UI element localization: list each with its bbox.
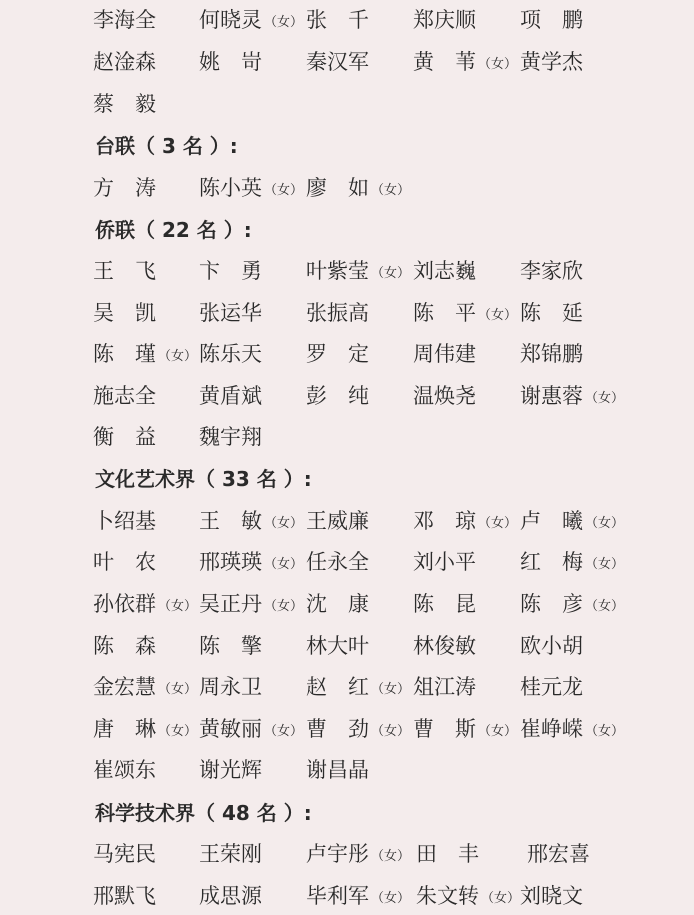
member-name-text: 张运华 bbox=[199, 301, 262, 325]
member-name-text: 邢默飞 bbox=[93, 884, 156, 908]
member-name-text: 叶紫莹 bbox=[306, 259, 369, 283]
member-name bbox=[520, 46, 583, 78]
name-row bbox=[0, 172, 694, 204]
name-row bbox=[0, 671, 694, 703]
member-name-text: 吴 凯 bbox=[93, 301, 156, 325]
member-name-text: 廖 如 bbox=[306, 176, 369, 200]
member-name-text: 陈小英 bbox=[199, 176, 262, 200]
section-heading: 侨联（ 22 名 ）: bbox=[95, 218, 252, 242]
member-name-text: 红 梅 bbox=[520, 550, 583, 574]
member-name bbox=[413, 546, 476, 578]
name-row bbox=[0, 338, 694, 370]
female-mark: （女） bbox=[264, 15, 304, 30]
member-name-text: 谢惠蓉 bbox=[520, 384, 583, 408]
member-name bbox=[413, 588, 476, 620]
female-mark: （女） bbox=[585, 724, 625, 739]
member-name bbox=[199, 838, 262, 870]
member-name-text: 谢光辉 bbox=[199, 758, 262, 782]
member-name-text: 叶 农 bbox=[93, 550, 156, 574]
member-name bbox=[520, 297, 583, 329]
member-name bbox=[306, 172, 410, 204]
member-name-text: 魏宇翔 bbox=[199, 425, 262, 449]
member-name bbox=[520, 546, 624, 578]
member-name-text: 卢宇彤 bbox=[306, 842, 369, 866]
member-name bbox=[413, 671, 476, 703]
member-name-text: 陈 延 bbox=[520, 301, 583, 325]
member-name-text: 孙依群 bbox=[93, 592, 156, 616]
member-name bbox=[93, 754, 156, 786]
member-name-text: 任永全 bbox=[306, 550, 369, 574]
name-row bbox=[0, 46, 694, 78]
member-name bbox=[93, 671, 197, 703]
female-mark: （女） bbox=[264, 516, 304, 531]
member-name-text: 陈 瑾 bbox=[93, 342, 156, 366]
member-name-text: 施志全 bbox=[93, 384, 156, 408]
member-name-text: 郑锦鹏 bbox=[520, 342, 583, 366]
name-row bbox=[0, 754, 694, 786]
member-name bbox=[199, 754, 262, 786]
member-name bbox=[520, 630, 583, 662]
female-mark: （女） bbox=[371, 849, 411, 864]
member-name-text: 李海全 bbox=[93, 8, 156, 32]
member-name bbox=[306, 630, 369, 662]
member-name bbox=[199, 421, 262, 453]
member-name-text: 唐 琳 bbox=[93, 717, 156, 741]
member-name-text: 黄盾斌 bbox=[199, 384, 262, 408]
member-name bbox=[520, 4, 583, 36]
name-row bbox=[0, 546, 694, 578]
name-row bbox=[0, 421, 694, 453]
member-name-text: 郑庆顺 bbox=[413, 8, 476, 32]
female-mark: （女） bbox=[264, 724, 304, 739]
member-name-text: 崔峥嵘 bbox=[520, 717, 583, 741]
member-name bbox=[413, 713, 517, 745]
member-name bbox=[93, 588, 197, 620]
member-name bbox=[199, 46, 262, 78]
member-name-text: 罗 定 bbox=[306, 342, 369, 366]
member-name-text: 蔡 毅 bbox=[93, 92, 156, 116]
member-name-text: 张振高 bbox=[306, 301, 369, 325]
member-name bbox=[520, 713, 624, 745]
member-name bbox=[306, 4, 369, 36]
member-name bbox=[413, 380, 476, 412]
member-name bbox=[199, 546, 303, 578]
member-name-text: 周伟建 bbox=[413, 342, 476, 366]
member-name-text: 黄 苇 bbox=[413, 50, 476, 74]
female-mark: （女） bbox=[371, 891, 411, 906]
female-mark: （女） bbox=[158, 724, 198, 739]
member-name bbox=[93, 380, 156, 412]
member-name-text: 张 千 bbox=[306, 8, 369, 32]
female-mark: （女） bbox=[371, 183, 411, 198]
female-mark: （女） bbox=[585, 557, 625, 572]
female-mark: （女） bbox=[158, 599, 198, 614]
name-row bbox=[0, 713, 694, 745]
member-name-text: 卜绍基 bbox=[93, 509, 156, 533]
member-name bbox=[93, 630, 156, 662]
member-name bbox=[306, 338, 369, 370]
female-mark: （女） bbox=[585, 516, 625, 531]
female-mark: （女） bbox=[158, 682, 198, 697]
member-name-text: 赵淦森 bbox=[93, 50, 156, 74]
member-name bbox=[199, 255, 262, 287]
member-name-text: 邢瑛瑛 bbox=[199, 550, 262, 574]
member-name bbox=[93, 838, 156, 870]
member-name-text: 李家欣 bbox=[520, 259, 583, 283]
member-name bbox=[306, 588, 369, 620]
member-name-text: 崔颂东 bbox=[93, 758, 156, 782]
section-heading: 文化艺术界（ 33 名 ）: bbox=[95, 467, 312, 491]
member-name bbox=[306, 46, 369, 78]
member-name-text: 邢宏喜 bbox=[527, 842, 590, 866]
member-name-text: 陈 擎 bbox=[199, 634, 262, 658]
member-name bbox=[306, 380, 369, 412]
member-name bbox=[199, 338, 262, 370]
member-name bbox=[93, 338, 197, 370]
member-name-text: 王 敏 bbox=[199, 509, 262, 533]
member-name bbox=[199, 4, 303, 36]
member-name bbox=[93, 421, 156, 453]
member-name-text: 刘晓文 bbox=[520, 884, 583, 908]
member-name-text: 曹 劲 bbox=[306, 717, 369, 741]
member-name bbox=[520, 380, 624, 412]
member-name-text: 金宏慧 bbox=[93, 675, 156, 699]
member-name-text: 林俊敏 bbox=[413, 634, 476, 658]
member-name-text: 黄学杰 bbox=[520, 50, 583, 74]
member-name-text: 毕利军 bbox=[306, 884, 369, 908]
female-mark: （女） bbox=[478, 516, 518, 531]
member-name-text: 欧小胡 bbox=[520, 634, 583, 658]
member-name-text: 吴正丹 bbox=[199, 592, 262, 616]
member-name bbox=[93, 255, 156, 287]
female-mark: （女） bbox=[371, 266, 411, 281]
member-name-text: 周永卫 bbox=[199, 675, 262, 699]
member-name bbox=[306, 297, 369, 329]
member-name bbox=[413, 505, 517, 537]
member-name bbox=[416, 880, 520, 912]
member-name-text: 成思源 bbox=[199, 884, 262, 908]
name-row bbox=[0, 880, 694, 912]
member-name-text: 方 涛 bbox=[93, 176, 156, 200]
female-mark: （女） bbox=[264, 557, 304, 572]
member-name-text: 陈 森 bbox=[93, 634, 156, 658]
member-name bbox=[93, 297, 156, 329]
member-name-text: 赵 红 bbox=[306, 675, 369, 699]
member-name bbox=[306, 671, 410, 703]
member-name bbox=[306, 754, 369, 786]
female-mark: （女） bbox=[478, 308, 518, 323]
member-name-text: 谢昌晶 bbox=[306, 758, 369, 782]
member-name bbox=[416, 838, 479, 870]
name-row bbox=[0, 630, 694, 662]
member-name-text: 王 飞 bbox=[93, 259, 156, 283]
member-name-text: 俎江涛 bbox=[413, 675, 476, 699]
female-mark: （女） bbox=[158, 349, 198, 364]
member-name bbox=[93, 505, 156, 537]
member-name bbox=[93, 88, 156, 120]
member-name bbox=[306, 546, 369, 578]
member-name bbox=[199, 505, 303, 537]
member-name-text: 曹 斯 bbox=[413, 717, 476, 741]
member-name bbox=[306, 255, 410, 287]
member-name bbox=[93, 713, 197, 745]
member-name-text: 刘小平 bbox=[413, 550, 476, 574]
member-name bbox=[199, 588, 303, 620]
member-name bbox=[413, 255, 476, 287]
member-name bbox=[93, 172, 156, 204]
member-name-text: 项 鹏 bbox=[520, 8, 583, 32]
name-row bbox=[0, 380, 694, 412]
member-name-text: 衡 益 bbox=[93, 425, 156, 449]
female-mark: （女） bbox=[264, 183, 304, 198]
member-name bbox=[413, 4, 476, 36]
member-name-text: 卞 勇 bbox=[199, 259, 262, 283]
member-name bbox=[520, 880, 583, 912]
member-name-text: 田 丰 bbox=[416, 842, 479, 866]
member-name-text: 姚 岢 bbox=[199, 50, 262, 74]
member-name bbox=[413, 46, 517, 78]
member-name-text: 黄敏丽 bbox=[199, 717, 262, 741]
member-name-text: 邓 琼 bbox=[413, 509, 476, 533]
member-name bbox=[199, 630, 262, 662]
name-row bbox=[0, 255, 694, 287]
female-mark: （女） bbox=[585, 391, 625, 406]
female-mark: （女） bbox=[264, 599, 304, 614]
member-name-text: 陈 彦 bbox=[520, 592, 583, 616]
member-name bbox=[520, 671, 583, 703]
name-row bbox=[0, 4, 694, 36]
member-name bbox=[527, 838, 590, 870]
member-name bbox=[93, 546, 156, 578]
member-name-text: 桂元龙 bbox=[520, 675, 583, 699]
member-name-text: 朱文转 bbox=[416, 884, 479, 908]
member-name bbox=[520, 505, 624, 537]
member-name bbox=[199, 172, 303, 204]
member-name-text: 沈 康 bbox=[306, 592, 369, 616]
member-name bbox=[520, 338, 583, 370]
female-mark: （女） bbox=[481, 891, 521, 906]
name-row bbox=[0, 588, 694, 620]
member-name-text: 陈 昆 bbox=[413, 592, 476, 616]
female-mark: （女） bbox=[371, 724, 411, 739]
member-name-text: 王威廉 bbox=[306, 509, 369, 533]
female-mark: （女） bbox=[478, 724, 518, 739]
member-name bbox=[199, 380, 262, 412]
member-name-text: 彭 纯 bbox=[306, 384, 369, 408]
member-name bbox=[520, 588, 624, 620]
member-name bbox=[93, 4, 156, 36]
female-mark: （女） bbox=[478, 57, 518, 72]
section-heading: 台联（ 3 名 ）: bbox=[95, 134, 238, 158]
member-name-text: 刘志巍 bbox=[413, 259, 476, 283]
member-name bbox=[199, 671, 262, 703]
member-name bbox=[306, 838, 410, 870]
member-name bbox=[93, 880, 156, 912]
member-name bbox=[306, 880, 410, 912]
section-heading: 科学技术界（ 48 名 ）: bbox=[95, 801, 312, 825]
member-name bbox=[413, 297, 517, 329]
member-name-text: 林大叶 bbox=[306, 634, 369, 658]
name-row bbox=[0, 297, 694, 329]
name-row bbox=[0, 838, 694, 870]
member-name bbox=[520, 255, 583, 287]
member-name-text: 何晓灵 bbox=[199, 8, 262, 32]
member-name-text: 秦汉军 bbox=[306, 50, 369, 74]
member-name-text: 王荣刚 bbox=[199, 842, 262, 866]
member-name bbox=[199, 297, 262, 329]
member-name-text: 陈 平 bbox=[413, 301, 476, 325]
member-name-text: 卢 曦 bbox=[520, 509, 583, 533]
member-name-text: 陈乐天 bbox=[199, 342, 262, 366]
member-name bbox=[413, 630, 476, 662]
member-name bbox=[199, 880, 262, 912]
member-name-text: 马宪民 bbox=[93, 842, 156, 866]
member-name bbox=[93, 46, 156, 78]
member-name bbox=[306, 713, 410, 745]
member-name-text: 温焕尧 bbox=[413, 384, 476, 408]
female-mark: （女） bbox=[371, 682, 411, 697]
name-row bbox=[0, 505, 694, 537]
female-mark: （女） bbox=[585, 599, 625, 614]
name-row bbox=[0, 88, 694, 120]
member-name bbox=[306, 505, 369, 537]
member-name bbox=[413, 338, 476, 370]
member-name bbox=[199, 713, 303, 745]
